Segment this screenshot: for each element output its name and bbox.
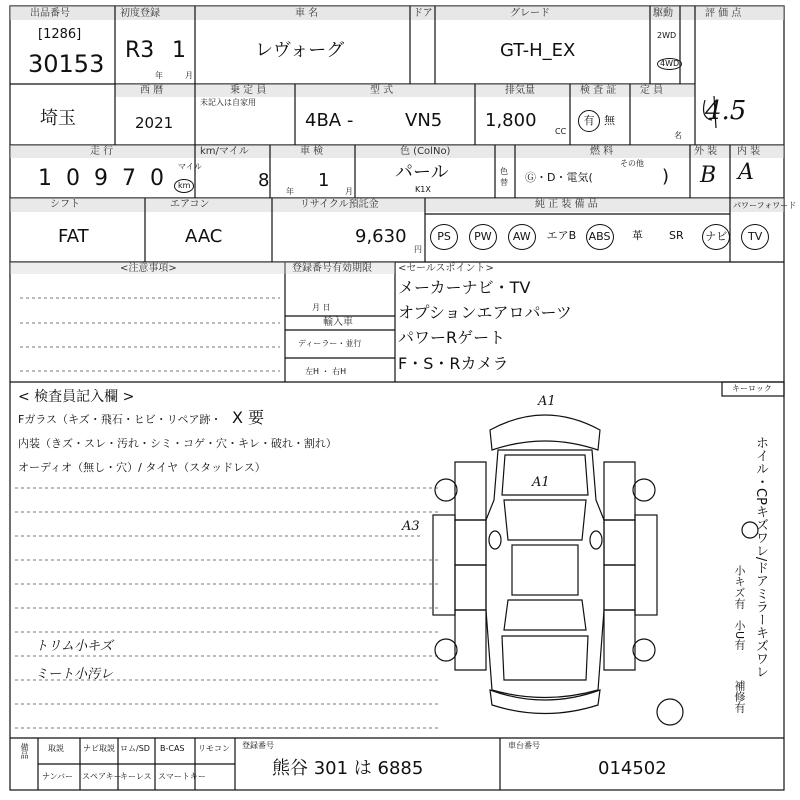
fuel-options: Ⓖ・D・電気(: [525, 171, 593, 184]
inspection-title: < 検査員記入欄 >: [18, 389, 135, 405]
mileage-label: 走 行: [90, 146, 114, 157]
sales-point-4: F・S・Rカメラ: [398, 354, 509, 373]
fuel-close: ): [662, 166, 670, 187]
vehicle-inspection-label: 車 検: [300, 146, 324, 157]
first-reg-label: 初度登録: [120, 8, 160, 19]
type-code: VN5: [405, 110, 443, 131]
yen-unit: 円: [414, 245, 422, 254]
side-note-1: 小キズ有: [733, 565, 746, 609]
model-label: 車 名: [295, 8, 319, 19]
reg-month-unit: 月: [185, 71, 193, 80]
score-label: 評 価 点: [705, 8, 742, 19]
equipment-item: ABS: [586, 224, 614, 250]
color-value: パール: [395, 162, 449, 183]
reg-era: R3: [125, 38, 155, 63]
equipment-item: 革: [631, 229, 643, 242]
hand-note-2: ミート小汚レ: [35, 667, 114, 682]
inspection-year-unit: 年: [286, 187, 294, 196]
meter-label: km/マイル: [200, 146, 249, 157]
inspection-line-3: オーディオ（無し・穴）/ タイヤ（スタッドレス）: [18, 461, 266, 474]
displacement-value: 1,800: [485, 110, 537, 131]
cc-unit: CC: [555, 127, 567, 136]
acc-plate: ナンバー: [42, 772, 74, 781]
exterior-grade: B: [700, 163, 717, 188]
equipment-item: TV: [741, 224, 769, 250]
interior-grade: A: [738, 160, 754, 185]
color-change: 色替: [500, 167, 508, 187]
aircon-label: エアコン: [170, 199, 210, 210]
equipment-item: エアB: [546, 229, 577, 242]
extra-label: パワーフォワード: [733, 201, 797, 210]
color-code: K1X: [415, 185, 431, 194]
diagram-mark-hood: A1: [532, 475, 550, 490]
region: 埼玉: [40, 108, 76, 129]
sales-point-2: オプションエアロパーツ: [398, 303, 572, 322]
fuel-other: その他: [620, 159, 644, 168]
equipment-item: SR: [669, 229, 684, 242]
equipment-item: ナビ: [702, 224, 730, 250]
type-label: 型 式: [370, 85, 394, 96]
keylock-label: キーロック: [732, 384, 772, 393]
drive-2wd: 2WD: [657, 31, 677, 40]
unit-km: km: [174, 179, 194, 193]
equipment-label: 純 正 装 備 品: [535, 199, 598, 210]
fuel-label: 燃 料: [590, 146, 614, 157]
unit-mile: マイル: [178, 162, 202, 171]
mileage-value: 10970: [38, 166, 178, 191]
acc-manual: 取説: [48, 744, 64, 753]
inspection-line-1: Fガラス（キズ・飛石・ヒビ・リペア跡・: [18, 413, 222, 426]
import-label: 輸入車: [323, 317, 353, 328]
year-label: 西 暦: [140, 85, 164, 96]
sales-point-3: パワーRゲート: [398, 328, 506, 347]
chassis-value: 014502: [598, 758, 667, 779]
drive-4wd: 4WD: [657, 58, 682, 70]
acc-smart-key: スマートキー: [158, 772, 206, 781]
displacement-label: 排気量: [505, 85, 535, 96]
sales-label: <セールスポイント>: [398, 263, 494, 274]
door-label: ドア: [413, 8, 433, 19]
side-note-3: 補修有: [733, 680, 746, 713]
steering-options: 左H ・ 右H: [305, 367, 347, 376]
inspection-line-1-mark: X 要: [232, 408, 265, 427]
recycle-label: リサイクル預託金: [300, 199, 379, 210]
seating-note: 未記入は自家用: [200, 98, 256, 107]
inspection-month: 1: [318, 170, 330, 191]
seating-label: 乗 定 員: [230, 85, 267, 96]
equipment-item: PS: [430, 224, 458, 250]
sales-point-1: メーカーナビ・TV: [398, 278, 531, 297]
car-name: レヴォーグ: [255, 40, 345, 61]
inspection-month-unit: 月: [345, 187, 353, 196]
plate-value: 熊谷 301 は 6885: [272, 758, 424, 779]
hand-note-1: トリム小キズ: [35, 639, 113, 654]
inspection-cert-label: 検 査 証: [580, 85, 617, 96]
year-value: 2021: [135, 114, 174, 132]
diagram-mark-front: A1: [538, 394, 556, 409]
equipment-item: AW: [508, 224, 536, 250]
acc-bcas: B-CAS: [160, 744, 185, 753]
accessories-label: 備品: [20, 743, 29, 759]
inspection-yes: 有: [578, 110, 600, 132]
plate-label: 登録番号: [242, 741, 274, 750]
lot-small: [1286]: [38, 27, 82, 42]
side-note-2: 小U有: [733, 620, 746, 651]
side-damage-text: ホイル・CPキズワレ/ドアミラーキズワレ: [753, 436, 768, 679]
acc-spare-key: スペアキー: [82, 772, 122, 781]
shift-label: シフト: [50, 199, 80, 210]
equipment-list: [430, 222, 780, 250]
reg-month: 1: [172, 38, 186, 63]
exterior-label: 外 装: [694, 146, 718, 157]
inspection-line-2: 内装（きズ・スレ・汚れ・シミ・コゲ・穴・キレ・破れ・割れ）: [18, 437, 337, 450]
registration-date-units: 月 日: [312, 303, 331, 312]
acc-keyless: キーレス: [120, 772, 152, 781]
registration-label: 登録番号有効期限: [292, 263, 372, 274]
import-options: ディーラー・並行: [298, 339, 362, 348]
acc-rom-sd: ロム/SD: [120, 744, 150, 753]
equipment-item: PW: [469, 224, 497, 250]
score-value: 4.5: [705, 96, 747, 126]
grade-value: GT-H_EX: [500, 40, 576, 61]
capacity-label: 定 員: [640, 85, 664, 96]
shift-value: FAT: [58, 226, 89, 247]
chassis-label: 車台番号: [508, 741, 540, 750]
diagram-mark-side: A3: [402, 519, 420, 534]
lot-number: 30153: [28, 50, 105, 78]
notes-label: <注意事項>: [120, 263, 177, 274]
car-diagram: [433, 415, 758, 725]
lot-no-label: 出品番号: [30, 8, 70, 19]
inspection-no: 無: [604, 114, 615, 127]
recycle-value: 9,630: [355, 226, 407, 247]
acc-nav-manual: ナビ取説: [83, 744, 115, 753]
aircon-value: AAC: [185, 226, 223, 247]
acc-remote: リモコン: [198, 744, 230, 753]
grade-label: グレード: [510, 8, 550, 19]
color-label: 色 (ColNo): [400, 146, 451, 157]
drive-label: 駆動: [653, 8, 673, 19]
interior-label: 内 装: [737, 146, 761, 157]
reg-year-unit: 年: [155, 71, 163, 80]
capacity-unit: 名: [674, 131, 682, 140]
inspection-year: 8: [258, 170, 270, 191]
type-prefix: 4BA -: [305, 110, 354, 131]
